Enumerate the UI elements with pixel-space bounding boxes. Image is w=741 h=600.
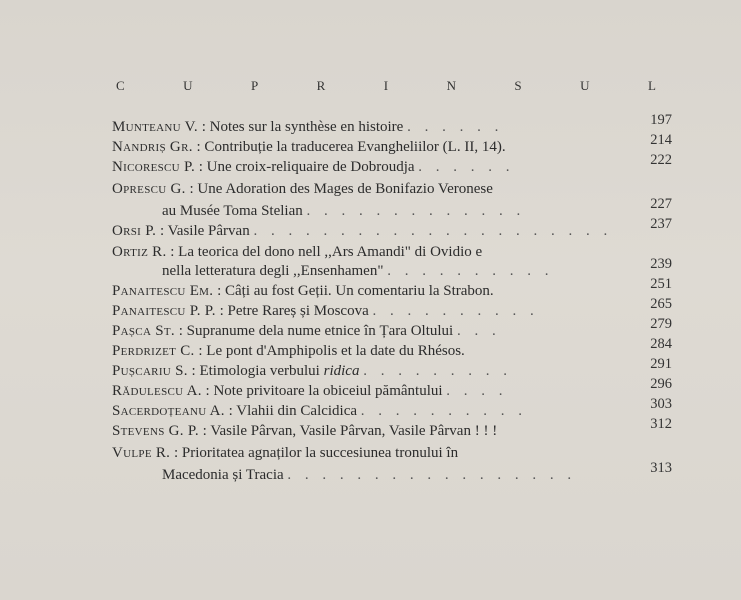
toc-page-number: 197	[650, 112, 672, 128]
toc-entry	[112, 132, 672, 156]
toc-title: : Vasile Pârvan, Vasile Pârvan, Vasile Pârvan ! ! !	[202, 423, 498, 439]
toc-page-number: 303	[650, 396, 672, 412]
toc-author: Pușcariu S.	[112, 363, 188, 379]
toc-title: : Vasile Pârvan	[159, 223, 250, 239]
toc-page-number: 284	[650, 336, 672, 352]
toc-title: : Supranume dela nume etnice în Țara Oltului	[178, 323, 454, 339]
toc-title: : Une Adoration des Mages de Bonifazio Veronese	[189, 181, 493, 197]
toc-entry	[112, 376, 672, 400]
heading-letter: L	[647, 78, 656, 93]
toc-entry	[112, 444, 672, 462]
toc-author: Orsi P.	[112, 223, 157, 239]
toc-entry	[112, 396, 672, 420]
toc-entry	[112, 296, 672, 320]
toc-entry-continuation	[112, 196, 672, 220]
toc-author: Panaitescu P. P.	[112, 303, 216, 319]
toc-leader: . . . . . . . . . .	[360, 403, 528, 419]
toc-entry	[112, 276, 672, 300]
toc-title: : Le pont d'Amphipolis et la date du Rhésos.	[198, 343, 465, 359]
toc-author: Pașca St.	[112, 323, 175, 339]
toc-page-number: 251	[650, 276, 672, 292]
toc-leader: . . . . . . . . . .	[387, 263, 554, 279]
toc-author: Nandriș Gr.	[112, 139, 193, 155]
toc-page-number: 313	[650, 460, 672, 476]
toc-author: Sacerdoțeanu A.	[112, 403, 225, 419]
toc-entry	[112, 243, 672, 261]
toc-author: Perdrizet C.	[112, 343, 195, 359]
toc-entry-continuation	[112, 256, 672, 280]
toc-entry	[112, 356, 672, 380]
toc-leader: . . . .	[446, 383, 508, 399]
toc-leader: . . . . . . . . . . . . . . . . . . . . .	[253, 223, 613, 239]
toc-leader: . . . . . . . . . . . . . . . . .	[287, 467, 577, 483]
toc-author: Oprescu G.	[112, 181, 186, 197]
heading-letter: C	[116, 78, 125, 93]
toc-title: : Contribuție la traducerea Evangheliilor (L. II, 14).	[196, 139, 506, 155]
heading-letter: U	[580, 78, 590, 93]
toc-page-number: 279	[650, 316, 672, 332]
toc-entry	[112, 416, 672, 440]
toc-title: : Prioritatea agnaților la succesiunea tronului în	[174, 445, 459, 461]
toc-title: : Câți au fost Geții. Un comentariu la Strabon.	[217, 283, 494, 299]
toc-title: : Vlahii din Calcidica	[228, 403, 358, 419]
toc-leader: . . . . . . . . . . . . .	[306, 203, 526, 219]
toc-title: Macedonia și Tracia	[162, 467, 284, 483]
toc-entry	[112, 336, 672, 360]
toc-title: : Une croix-reliquaire de Dobroudja	[198, 159, 415, 175]
toc-page-number: 239	[650, 256, 672, 272]
toc-entry-continuation	[112, 460, 672, 484]
toc-page-number: 237	[650, 216, 672, 232]
toc-entry	[112, 216, 672, 240]
heading-letter: I	[383, 78, 389, 93]
heading-letter: U	[183, 78, 193, 93]
toc-page-number: 222	[650, 152, 672, 168]
toc-author: Munteanu V.	[112, 119, 198, 135]
toc-entry	[112, 152, 672, 176]
toc-title-italic: ridica	[323, 363, 360, 379]
toc-entry	[112, 180, 672, 198]
toc-title: : Note privitoare la obiceiul pământului	[205, 383, 443, 399]
toc-page-number: 296	[650, 376, 672, 392]
heading-letter: S	[514, 78, 522, 93]
toc-page-number: 265	[650, 296, 672, 312]
toc-page-number: 227	[650, 196, 672, 212]
toc-leader: . . . . . .	[418, 159, 515, 175]
heading-letter: N	[446, 78, 456, 93]
toc-entry	[112, 316, 672, 340]
toc-title: : Petre Rareș și Moscova	[219, 303, 369, 319]
toc-author: Rădulescu A.	[112, 383, 202, 399]
page-heading	[116, 78, 656, 94]
toc-author: Stevens G. P.	[112, 423, 199, 439]
toc-author: Vulpe R.	[112, 445, 171, 461]
heading-letter: P	[250, 78, 259, 93]
heading-letter: R	[316, 78, 326, 93]
toc-leader: . . . . . . . . . .	[372, 303, 539, 319]
toc-author: Panaitescu Em.	[112, 283, 214, 299]
toc-leader: . . .	[456, 323, 501, 339]
toc-title: : La teorica del dono nell ,,Ars Amandi" di Ovidio e	[170, 244, 483, 260]
toc-author: Ortiz R.	[112, 244, 167, 260]
toc-page-number: 312	[650, 416, 672, 432]
toc-title: : Etimologia verbului	[191, 363, 324, 379]
toc-entry	[112, 112, 672, 136]
toc-page-number: 214	[650, 132, 672, 148]
toc-title: nella letteratura degli ,,Ensenhamen"	[162, 263, 384, 279]
toc-title: : Notes sur la synthèse en histoire	[201, 119, 404, 135]
toc-title: au Musée Toma Stelian	[162, 203, 303, 219]
toc-leader: . . . . . .	[407, 119, 504, 135]
toc-leader: . . . . . . . . .	[363, 363, 512, 379]
toc-author: Nicorescu P.	[112, 159, 196, 175]
toc-page-number: 291	[650, 356, 672, 372]
